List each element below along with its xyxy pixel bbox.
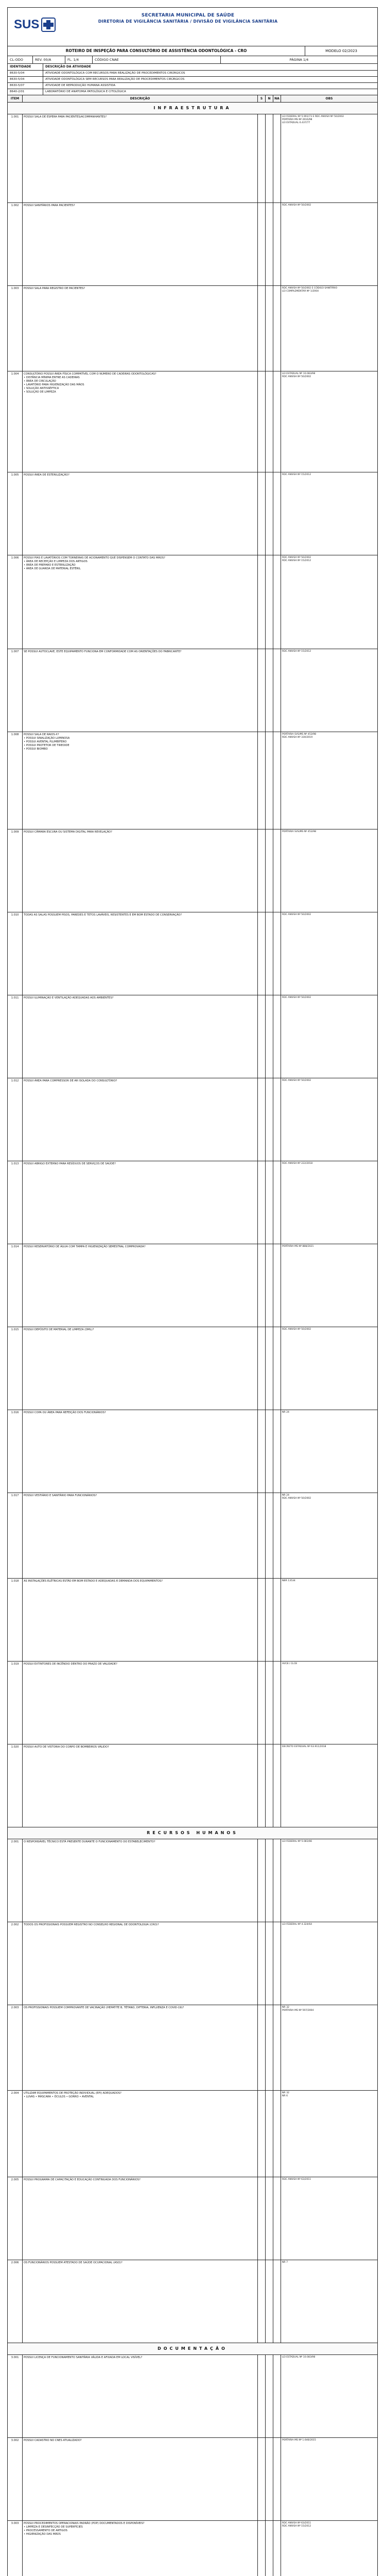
check-no[interactable] [266,995,273,1078]
item-number: 2.006 [8,2260,23,2343]
check-na[interactable] [273,1410,281,1493]
meta-cell: REV. 00/A [33,56,65,63]
check-yes[interactable] [258,1922,266,2005]
item-reference: LEI ESTADUAL Nº 10.083/98 RDC ANVISA Nº 50/2002 [282,372,316,378]
info-head-right: DESCRIÇÃO DA ATIVIDADE [45,65,91,69]
item-description: POSSUI VESTIÁRIO E SANITÁRIO PARA FUNCIONÁRIOS? [23,1493,258,1578]
check-na[interactable] [273,1744,281,1827]
item-number: 1.013 [8,1161,23,1244]
check-na[interactable] [273,912,281,995]
check-na[interactable] [273,1244,281,1327]
document-code: MODELO 02/2023 [325,49,357,53]
sus-logo-icon [13,13,57,38]
item-reference: PORTARIA MS Nº 1.646/2015 [282,2439,316,2442]
check-yes[interactable] [258,286,266,371]
item-number: 2.004 [8,2091,23,2177]
check-no[interactable] [266,286,273,371]
column-obs: OBS [325,97,333,100]
item-reference: RDC ANVISA Nº 50/2002 [282,1079,311,1082]
meta-bar [8,56,377,64]
info-row [8,71,377,77]
check-na[interactable] [273,2177,281,2260]
check-yes[interactable] [258,371,266,472]
document-title: ROTEIRO DE INSPEÇÃO PARA CONSULTÓRIO DE ASSISTÊNCIA ODONTOLÓGICA - CRO [8,46,305,56]
item-number: 1.001 [8,114,23,202]
item-description: POSSUI ABRIGO EXTERNO PARA RESÍDUOS DE SERVIÇOS DE SAÚDE? [23,1161,258,1244]
item-description: SE POSSUI AUTOCLAVE, ESTE EQUIPAMENTO FUNCIONA EM CONFORMIDADE COM AS ORIENTAÇÕES DO FABRICANTE? [23,649,258,732]
info-description: LABORATÓRIO DE ANATOMIA PATOLÓGICA E CITOLÓGICA [45,90,126,93]
item-description: AS INSTALAÇÕES ELÉTRICAS ESTÃO EM BOM ESTADO E ADEQUADAS À DEMANDA DOS EQUIPAMENTOS? [23,1579,258,1661]
section-title: RECURSOS HUMANOS [8,1827,377,1839]
item-description: POSSUI ILUMINAÇÃO E VENTILAÇÃO ADEQUADAS AOS AMBIENTES? [23,995,258,1078]
checklist-row [8,2438,377,2521]
checklist-row [8,2005,377,2091]
check-yes[interactable] [258,2521,266,2576]
org-line-2: DIRETORIA DE VIGILÂNCIA SANITÁRIA / DIVISÃO DE VIGILÂNCIA SANITÁRIA [98,19,278,24]
checklist-row [8,1327,377,1410]
check-yes[interactable] [258,1327,266,1410]
info-description: ATIVIDADE DE REPRODUÇÃO HUMANA ASSISTIDA [45,84,116,87]
item-reference: PORTARIA MS Nº 888/2021 [282,1245,314,1248]
check-yes[interactable] [258,1839,266,1922]
check-na[interactable] [273,1327,281,1410]
check-na[interactable] [273,649,281,732]
checklist-sections [8,103,377,2576]
checklist-row [8,371,377,472]
meta-cell: FL. 1/4 [65,56,93,63]
item-description: POSSUI ÁREA DE ESTERILIZAÇÃO? [23,472,258,555]
item-reference: RDC ANVISA Nº 15/2012 [282,473,311,476]
column-na: NA [273,95,281,102]
item-number: 2.005 [8,2177,23,2260]
checklist-row [8,732,377,829]
check-na[interactable] [273,555,281,649]
check-na[interactable] [273,114,281,202]
organization-name [80,12,296,25]
check-na[interactable] [273,1922,281,2005]
item-description: POSSUI LICENÇA DE FUNCIONAMENTO SANITÁRIA VÁLIDA E AFIXADA EM LOCAL VISÍVEL? [23,2355,258,2437]
check-no[interactable] [266,1410,273,1493]
check-no[interactable] [266,1662,273,1744]
meta-cell: CL-ODO [8,56,33,63]
check-no[interactable] [266,203,273,285]
check-no[interactable] [266,371,273,472]
info-rows [8,71,377,95]
item-description: POSSUI EXTINTORES DE INCÊNDIO DENTRO DO PRAZO DE VALIDADE? [23,1662,258,1744]
item-reference: LEI FEDERAL Nº 5.081/66 [282,1840,312,1843]
section-title: INFRAESTRUTURA [8,103,377,114]
meta-cell: CÓDIGO CNAE [93,56,221,63]
item-description: POSSUI DEPÓSITO DE MATERIAL DE LIMPEZA (DML)? [23,1327,258,1410]
check-no[interactable] [266,1078,273,1161]
item-number: 2.002 [8,1922,23,2005]
item-reference: LEI ESTADUAL Nº 10.083/98 [282,2356,316,2359]
item-reference: PORTARIA SVS/MS Nº 453/98 RDC ANVISA Nº 330/2019 [282,733,317,739]
check-na[interactable] [273,2005,281,2090]
info-row [8,83,377,89]
checklist-row [8,649,377,732]
item-description: POSSUI PROCEDIMENTOS OPERACIONAIS PADRÃO (POP) DOCUMENTADOS E DISPONÍVEIS? • LIMPEZA E DESINFECÇÃO DE SUPERFÍCIES • PROCESSAMENTO DE ARTIGOS • HIGIENIZAÇÃO DAS MÃOS [23,2521,258,2576]
check-na[interactable] [273,2521,281,2576]
item-number: 1.008 [8,732,23,829]
item-reference: NR 32 PORTARIA MS Nº 597/2004 [282,2006,314,2012]
check-na[interactable] [273,203,281,285]
checklist-row [8,1922,377,2005]
check-na[interactable] [273,1493,281,1578]
item-description: POSSUI PIAS E LAVATÓRIOS COM TORNEIRAS DE ACIONAMENTO QUE DISPENSEM O CONTATO DAS MÃOS? • ÁREA DE RECEPÇÃO E LIMPEZA DOS ARTIGOS • ÁREA DE PREPARO E ESTERILIZAÇÃO • ÁREA DE GUARDA DE MATERIAL ESTÉRIL [23,555,258,649]
info-head-left: IDENTIDADE [8,64,43,70]
checklist-row [8,1493,377,1579]
item-reference: RDC ANVISA Nº 50/2002 E CÓDIGO SANITÁRIO LEI COMPLEMENTAR Nº 1/2004 [282,287,338,293]
check-na[interactable] [273,286,281,371]
check-yes[interactable] [258,1579,266,1661]
item-reference: AVCB / CLCB [282,1663,297,1665]
info-code: 8630-5/04 [8,77,43,82]
check-yes[interactable] [258,732,266,829]
item-description: POSSUI PROGRAMA DE CAPACITAÇÃO E EDUCAÇÃO CONTINUADA DOS FUNCIONÁRIOS? [23,2177,258,2260]
check-yes[interactable] [258,1078,266,1161]
item-reference: RDC ANVISA Nº 63/2011 [282,2178,311,2181]
item-description: POSSUI COPA OU ÁREA PARA REFEIÇÃO DOS FUNCIONÁRIOS? [23,1410,258,1493]
item-description: POSSUI CADASTRO NO CNES ATUALIZADO? [23,2438,258,2520]
check-no[interactable] [266,2260,273,2343]
item-number: 1.015 [8,1327,23,1410]
item-number: 1.014 [8,1244,23,1327]
info-description: ATIVIDADE ODONTOLÓGICA SEM RECURSOS PARA REALIZAÇÃO DE PROCEDIMENTOS CIRÚRGICOS [45,78,185,81]
item-description: POSSUI SANITÁRIOS PARA PACIENTES? [23,203,258,285]
item-reference: RDC ANVISA Nº 15/2012 [282,650,311,653]
item-number: 1.006 [8,555,23,649]
item-reference: RDC ANVISA Nº 222/2018 [282,1162,313,1165]
item-number: 1.020 [8,1744,23,1827]
item-reference: LEI FEDERAL Nº 5.991/73 E RDC ANVISA Nº 50/2002 PORTARIA MS Nº 2616/98 LEI ESTADUAL 6.437/77 [282,115,344,124]
item-description: POSSUI RESERVATÓRIO DE ÁGUA COM TAMPA E HIGIENIZAÇÃO SEMESTRAL COMPROVADA? [23,1244,258,1327]
item-description: TODAS AS SALAS POSSUEM PISOS, PAREDES E TETOS LAVÁVEIS, RESISTENTES E EM BOM ESTADO DE CONSERVAÇÃO? [23,912,258,995]
item-description: O RESPONSÁVEL TÉCNICO ESTÁ PRESENTE DURANTE O FUNCIONAMENTO DO ESTABELECIMENTO? [23,1839,258,1922]
check-no[interactable] [266,1579,273,1661]
item-number: 1.007 [8,649,23,732]
item-description: POSSUI CÂMARA ESCURA OU SISTEMA DIGITAL PARA REVELAÇÃO? [23,829,258,912]
checklist-row [8,1579,377,1662]
column-yes: S [258,95,266,102]
item-description: POSSUI AUTO DE VISTORIA DO CORPO DE BOMBEIROS VÁLIDO? [23,1744,258,1827]
checklist-row [8,114,377,203]
item-description: UTILIZAM EQUIPAMENTOS DE PROTEÇÃO INDIVIDUAL (EPI) ADEQUADOS? • LUVAS • MÁSCARA • ÓCULOS • GORRO • AVENTAL [23,2091,258,2177]
column-item: ITEM [8,95,23,102]
item-number: 1.019 [8,1662,23,1744]
check-yes[interactable] [258,1662,266,1744]
check-na[interactable] [273,371,281,472]
check-yes[interactable] [258,1161,266,1244]
column-header [8,95,377,103]
check-na[interactable] [273,1662,281,1744]
item-number: 1.010 [8,912,23,995]
svg-text:SUS: SUS [14,18,40,31]
document-page [7,7,378,2576]
document-header [8,8,377,46]
check-yes[interactable] [258,1744,266,1827]
check-no[interactable] [266,1493,273,1578]
check-na[interactable] [273,472,281,555]
item-reference: RDC ANVISA Nº 63/2011 RDC ANVISA Nº 15/2012 [282,2522,311,2528]
item-description: POSSUI SALA DE ESPERA PARA PACIENTES/ACOMPANHANTES? [23,114,258,202]
checklist-row [8,472,377,555]
item-reference: NR 24 RDC ANVISA Nº 50/2002 [282,1494,311,1500]
checklist-row [8,1078,377,1161]
check-na[interactable] [273,2091,281,2177]
checklist-row [8,2521,377,2576]
item-reference: PORTARIA SVS/MS Nº 453/98 [282,831,317,833]
item-reference: NR 7 [282,2261,288,2264]
item-reference: RDC ANVISA Nº 50/2002 [282,1328,311,1331]
check-yes[interactable] [258,472,266,555]
item-reference: RDC ANVISA Nº 50/2002 [282,913,311,916]
check-yes[interactable] [258,1244,266,1327]
check-no[interactable] [266,829,273,912]
item-reference: DECRETO ESTADUAL Nº 63.911/2018 [282,1745,326,1748]
item-reference: RDC ANVISA Nº 50/2002 [282,996,311,999]
item-reference: LEI FEDERAL Nº 4.324/64 [282,1923,312,1926]
item-description: OS PROFISSIONAIS POSSUEM COMPROVANTE DE VACINAÇÃO (HEPATITE B, TÉTANO, DIFTERIA, INFLUENZA E COVID-19)? [23,2005,258,2090]
item-number: 2.003 [8,2005,23,2090]
check-na[interactable] [273,995,281,1078]
check-na[interactable] [273,1161,281,1244]
item-reference: NR 32 NR 6 [282,2092,289,2097]
check-yes[interactable] [258,114,266,202]
info-code: 8640-2/01 [8,89,43,95]
check-no[interactable] [266,1327,273,1410]
check-no[interactable] [266,732,273,829]
checklist-row [8,1410,377,1493]
org-line-1: SECRETARIA MUNICIPAL DE SAÚDE [141,13,235,18]
item-description: CONSULTÓRIO POSSUI ÁREA FÍSICA COMPATÍVEL COM O NÚMERO DE CADEIRAS ODONTOLÓGICAS? • DISTÂNCIA MÍNIMA ENTRE AS CADEIRAS • ÁREA DE CIRCULAÇÃO • LAVATÓRIO PARA HIGIENIZAÇÃO DAS MÃOS • SOLUÇÃO ANTISSÉPTICA • SOLUÇÃO DE LIMPEZA [23,371,258,472]
checklist-row [8,1244,377,1327]
item-number: 1.012 [8,1078,23,1161]
item-description: OS FUNCIONÁRIOS POSSUEM ATESTADO DE SAÚDE OCUPACIONAL (ASO)? [23,2260,258,2343]
checklist-row [8,829,377,912]
check-yes[interactable] [258,203,266,285]
check-no[interactable] [266,2091,273,2177]
check-no[interactable] [266,1922,273,2005]
section-title: DOCUMENTAÇÃO [8,2343,377,2355]
info-description: ATIVIDADE ODONTOLÓGICA COM RECURSOS PARA REALIZAÇÃO DE PROCEDIMENTOS CIRÚRGICOS [45,72,185,75]
checklist-row [8,995,377,1078]
check-yes[interactable] [258,2260,266,2343]
item-number: 1.002 [8,203,23,285]
checklist-row [8,1839,377,1922]
checklist-row [8,555,377,649]
check-yes[interactable] [258,555,266,649]
checklist-row [8,2091,377,2177]
check-no[interactable] [266,1161,273,1244]
item-reference: RDC ANVISA Nº 50/2002 [282,204,311,207]
checklist-row [8,203,377,286]
item-reference: NR 24 [282,1411,289,1414]
check-yes[interactable] [258,1493,266,1578]
check-no[interactable] [266,2521,273,2576]
check-no[interactable] [266,2355,273,2437]
info-header [8,64,377,71]
item-number: 1.018 [8,1579,23,1661]
item-number: 1.016 [8,1410,23,1493]
check-yes[interactable] [258,2177,266,2260]
checklist-row [8,286,377,371]
check-yes[interactable] [258,2438,266,2520]
item-number: 3.002 [8,2438,23,2520]
item-number: 1.004 [8,371,23,472]
check-yes[interactable] [258,1410,266,1493]
check-no[interactable] [266,1839,273,1922]
check-na[interactable] [273,2355,281,2437]
info-row [8,89,377,95]
check-na[interactable] [273,829,281,912]
item-description: TODOS OS PROFISSIONAIS POSSUEM REGISTRO NO CONSELHO REGIONAL DE ODONTOLOGIA (CRO)? [23,1922,258,2005]
check-no[interactable] [266,1744,273,1827]
check-yes[interactable] [258,995,266,1078]
item-number: 1.017 [8,1493,23,1578]
checklist-row [8,2177,377,2260]
item-number: 3.003 [8,2521,23,2576]
document-title-bar [8,46,377,56]
info-code: 8630-5/04 [8,71,43,76]
check-no[interactable] [266,912,273,995]
item-description: POSSUI SALA PARA REGISTRO DE PACIENTES? [23,286,258,371]
check-yes[interactable] [258,2005,266,2090]
checklist-row [8,1744,377,1827]
check-yes[interactable] [258,649,266,732]
check-yes[interactable] [258,2091,266,2177]
check-na[interactable] [273,2438,281,2520]
check-na[interactable] [273,732,281,829]
item-reference: RDC ANVISA Nº 50/2002 RDC ANVISA Nº 15/2012 [282,556,311,562]
item-number: 1.009 [8,829,23,912]
item-number: 1.005 [8,472,23,555]
item-number: 1.011 [8,995,23,1078]
checklist-row [8,2260,377,2343]
check-yes[interactable] [258,912,266,995]
item-number: 3.001 [8,2355,23,2437]
info-code: 8630-5/07 [8,83,43,89]
check-na[interactable] [273,1839,281,1922]
check-no[interactable] [266,1244,273,1327]
check-no[interactable] [266,114,273,202]
check-no[interactable] [266,2177,273,2260]
item-number: 2.001 [8,1839,23,1922]
item-description: POSSUI ÁREA PARA COMPRESSOR DE AR ISOLADA DO CONSULTÓRIO? [23,1078,258,1161]
checklist-row [8,2355,377,2438]
check-no[interactable] [266,555,273,649]
check-yes[interactable] [258,2355,266,2437]
meta-cell: PÁGINA 1/4 [289,58,309,62]
check-no[interactable] [266,472,273,555]
column-no: N [266,95,273,102]
checklist-row [8,1161,377,1244]
check-no[interactable] [266,2005,273,2090]
check-na[interactable] [273,2260,281,2343]
info-row [8,77,377,83]
checklist-row [8,912,377,995]
item-number: 1.003 [8,286,23,371]
check-no[interactable] [266,649,273,732]
item-reference: NBR 13534 [282,1580,295,1582]
check-na[interactable] [273,1078,281,1161]
column-description: DESCRIÇÃO [23,95,258,102]
check-no[interactable] [266,2438,273,2520]
checklist-row [8,1662,377,1744]
check-na[interactable] [273,1579,281,1661]
check-yes[interactable] [258,829,266,912]
item-description: POSSUI SALA DE RAIOS-X? • POSSUI SINALIZAÇÃO LUMINOSA • POSSUI AVENTAL PLUMBÍFERO • POSSUI PROTETOR DE TIREOIDE • POSSUI BIOMBO [23,732,258,829]
